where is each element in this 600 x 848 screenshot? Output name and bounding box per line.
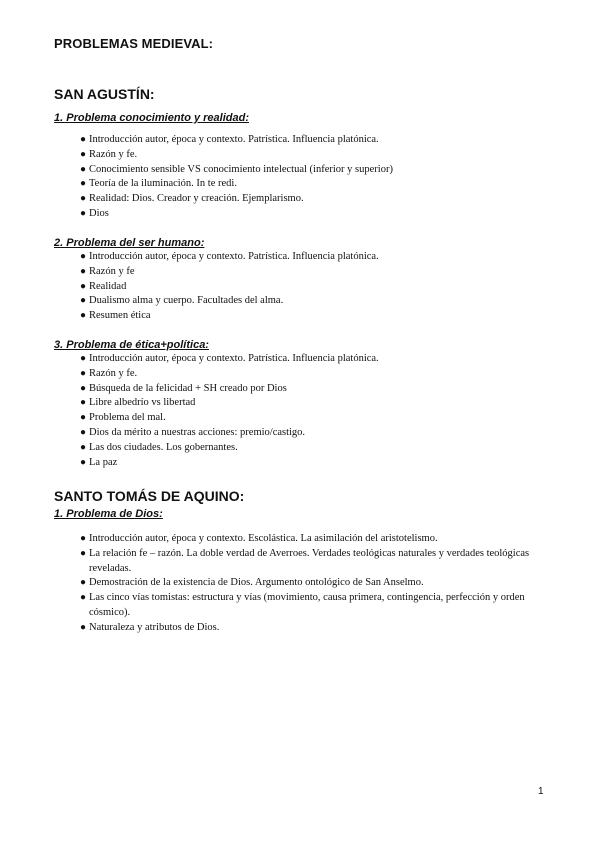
page-number: 1 <box>538 786 544 797</box>
list-item-text: Dios <box>89 207 109 219</box>
list-item-text: Dualismo alma y cuerpo. Facultades del alma. <box>89 295 284 307</box>
list-item-text: La relación fe – razón. La doble verdad de Averroes. Verdades teológicas naturales y verdades teológicas reveladas. <box>89 547 530 574</box>
list-item <box>80 396 550 411</box>
list-item-text: Resumen ética <box>89 310 151 322</box>
list-item-text: Introducción autor, época y contexto. Patrística. Influencia platónica. <box>89 353 379 364</box>
list-item-text: Las cinco vías tomistas: estructura y vías (movimiento, causa primera, contingencia, perfección y orden cósmico). <box>89 592 525 618</box>
list-item-text: La paz <box>89 456 118 468</box>
problem-heading-etica-politica: 3. Problema de ética+política: <box>54 339 209 351</box>
list-item <box>80 411 550 426</box>
list-item <box>80 532 550 547</box>
list-item <box>80 456 550 471</box>
bullet-icon: ● <box>80 353 87 364</box>
problem-list <box>80 532 550 636</box>
list-item <box>80 309 550 324</box>
list-item-text: Naturaleza y atributos de Dios. <box>89 621 220 633</box>
section-heading-san-agustin: SAN AGUSTÍN: <box>54 86 155 102</box>
list-item-text: Problema del mal. <box>89 412 166 424</box>
problem-heading-conocimiento: 1. Problema conocimiento y realidad: <box>54 112 249 124</box>
list-item <box>80 382 550 397</box>
bullet-icon: ● <box>80 310 87 322</box>
document-title: PROBLEMAS MEDIEVAL: <box>54 36 214 51</box>
bullet-icon: ● <box>80 207 87 219</box>
list-item <box>80 265 550 280</box>
list-item <box>80 192 550 207</box>
list-item-text: Razón y fe. <box>89 367 138 379</box>
list-item <box>80 441 550 456</box>
bullet-icon: ● <box>80 621 87 633</box>
list-item-text: Demostración de la existencia de Dios. Argumento ontológico de San Anselmo. <box>89 577 424 589</box>
bullet-icon: ● <box>80 441 87 453</box>
list-item-text: Introducción autor, época y contexto. Escolástica. La asimilación del aristotelismo. <box>89 533 438 544</box>
list-item <box>80 148 550 163</box>
list-item-text: Realidad <box>89 280 127 292</box>
bullet-icon: ● <box>80 280 87 292</box>
bullet-icon: ● <box>80 193 87 205</box>
list-item <box>80 163 550 178</box>
problem-heading-dios: 1. Problema de Dios: <box>54 508 163 520</box>
list-item <box>80 250 550 265</box>
bullet-icon: ● <box>80 148 87 160</box>
section-heading-santo-tomas: SANTO TOMÁS DE AQUINO: <box>54 488 245 504</box>
list-item-text: Introducción autor, época y contexto. Patrística. Influencia platónica. <box>89 134 379 145</box>
bullet-icon: ● <box>80 547 87 559</box>
list-item-text: Las dos ciudades. Los gobernantes. <box>89 441 238 453</box>
list-item <box>80 177 550 192</box>
list-item <box>80 367 550 382</box>
list-item-text: Libre albedrío vs libertad <box>89 397 196 409</box>
bullet-icon: ● <box>80 412 87 424</box>
bullet-icon: ● <box>80 265 87 277</box>
list-item-text: Realidad: Dios. Creador y creación. Ejemplarismo. <box>89 193 304 205</box>
list-item <box>80 280 550 295</box>
list-item-text: Introducción autor, época y contexto. Patrística. Influencia platónica. <box>89 251 379 262</box>
list-item <box>80 547 550 577</box>
bullet-icon: ● <box>80 533 87 544</box>
problem-list <box>80 352 550 470</box>
bullet-icon: ● <box>80 382 87 394</box>
list-item-text: Razón y fe. <box>89 148 138 160</box>
bullet-icon: ● <box>80 456 87 468</box>
list-item <box>80 621 550 636</box>
bullet-icon: ● <box>80 367 87 379</box>
list-item <box>80 207 550 222</box>
bullet-icon: ● <box>80 134 87 145</box>
bullet-icon: ● <box>80 397 87 409</box>
list-item <box>80 352 550 367</box>
list-item <box>80 591 550 621</box>
list-item-text: Búsqueda de la felicidad + SH creado por Dios <box>89 382 287 394</box>
bullet-icon: ● <box>80 163 87 175</box>
list-item-text: Razón y fe <box>89 265 135 277</box>
bullet-icon: ● <box>80 577 87 589</box>
bullet-icon: ● <box>80 295 87 307</box>
list-item <box>80 576 550 591</box>
list-item-text: Teoría de la iluminación. In te redi. <box>89 178 237 190</box>
list-item <box>80 426 550 441</box>
problem-list <box>80 133 550 222</box>
bullet-icon: ● <box>80 592 87 604</box>
list-item-text: Conocimiento sensible VS conocimiento intelectual (inferior y superior) <box>89 163 393 175</box>
bullet-icon: ● <box>80 426 87 438</box>
list-item-text: Dios da mérito a nuestras acciones: premio/castigo. <box>89 426 306 438</box>
list-item <box>80 294 550 309</box>
problem-list <box>80 250 550 324</box>
bullet-icon: ● <box>80 178 87 190</box>
list-item <box>80 133 550 148</box>
bullet-icon: ● <box>80 251 87 262</box>
problem-heading-ser-humano: 2. Problema del ser humano: <box>54 237 205 249</box>
